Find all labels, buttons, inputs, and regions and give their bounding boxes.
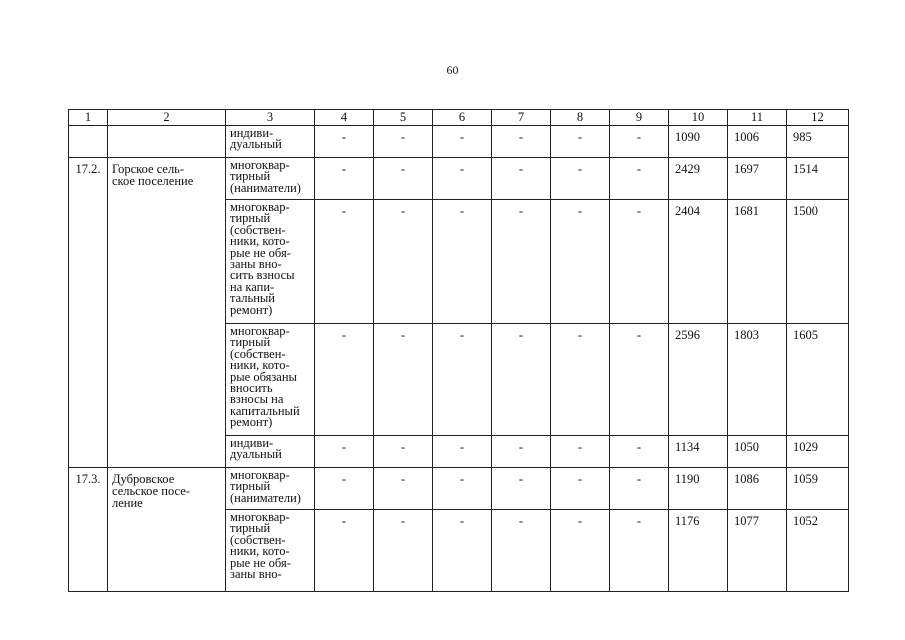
cell-text-line: многоквар- bbox=[230, 200, 290, 214]
dash-cell: - bbox=[610, 200, 669, 324]
dash-cell: - bbox=[433, 468, 492, 510]
table-row bbox=[69, 510, 849, 592]
dash-cell: - bbox=[315, 324, 374, 436]
header-cell: 6 bbox=[433, 110, 492, 126]
cell-text-line: (собствен- bbox=[230, 222, 286, 237]
value-cell-c12: 1605 bbox=[787, 324, 849, 436]
cell-text-line: тирный bbox=[230, 521, 271, 536]
header-cell: 2 bbox=[108, 110, 226, 126]
dash-cell: - bbox=[492, 126, 551, 158]
settlement-name-cell bbox=[108, 158, 226, 200]
cell-text-line: многоквар- bbox=[230, 324, 290, 338]
value-cell-c10: 1176 bbox=[669, 510, 728, 592]
dash-cell: - bbox=[433, 158, 492, 200]
cell-text-line: заны вно- bbox=[230, 257, 282, 272]
cell-text-line: (наниматели) bbox=[230, 180, 301, 195]
housing-type-cell bbox=[226, 158, 315, 200]
cell-text-line: индиви- bbox=[230, 126, 274, 140]
dash-cell: - bbox=[374, 158, 433, 200]
dash-cell: - bbox=[551, 324, 610, 436]
dash-cell: - bbox=[492, 158, 551, 200]
dash-cell: - bbox=[610, 510, 669, 592]
housing-type-cell bbox=[226, 468, 315, 510]
cell-text-line: рые не обя- bbox=[230, 555, 291, 570]
row-code-cell bbox=[69, 324, 108, 436]
settlement-name-cell bbox=[108, 324, 226, 436]
dash-cell: - bbox=[374, 436, 433, 468]
header-row bbox=[69, 110, 849, 126]
dash-cell: - bbox=[551, 200, 610, 324]
cell-text-line: капитальный bbox=[230, 403, 300, 418]
dash-cell: - bbox=[610, 436, 669, 468]
cell-text-line: рые обязаны bbox=[230, 369, 297, 384]
dash-cell: - bbox=[374, 510, 433, 592]
header-cell: 8 bbox=[551, 110, 610, 126]
dash-cell: - bbox=[374, 468, 433, 510]
cell-text-line: тальный bbox=[230, 291, 275, 306]
header-cell: 10 bbox=[669, 110, 728, 126]
dash-cell: - bbox=[610, 158, 669, 200]
value-cell-c11: 1050 bbox=[728, 436, 787, 468]
header-cell: 11 bbox=[728, 110, 787, 126]
dash-cell: - bbox=[315, 126, 374, 158]
cell-text-line: тирный bbox=[230, 169, 271, 184]
cell-text-line: (собствен- bbox=[230, 532, 286, 547]
value-cell-c10: 2404 bbox=[669, 200, 728, 324]
table-body bbox=[69, 110, 849, 592]
cell-text-line: многоквар- bbox=[230, 510, 290, 524]
cell-text-line: ское поселение bbox=[112, 174, 194, 188]
cell-text-line: ремонт) bbox=[230, 415, 273, 430]
settlement-name-cell bbox=[108, 126, 226, 158]
header-cell: 12 bbox=[787, 110, 849, 126]
dash-cell: - bbox=[492, 436, 551, 468]
housing-type-cell bbox=[226, 324, 315, 436]
cell-text-line: (собствен- bbox=[230, 346, 286, 361]
header-cell: 5 bbox=[374, 110, 433, 126]
header-cell: 9 bbox=[610, 110, 669, 126]
dash-cell: - bbox=[610, 324, 669, 436]
header-cell: 7 bbox=[492, 110, 551, 126]
dash-cell: - bbox=[551, 510, 610, 592]
cell-text-line: дуальный bbox=[230, 447, 282, 462]
value-cell-c10: 1190 bbox=[669, 468, 728, 510]
cell-text-line: Горское сель- bbox=[112, 162, 185, 176]
settlement-name-cell bbox=[108, 468, 226, 510]
value-cell-c11: 1006 bbox=[728, 126, 787, 158]
table-row bbox=[69, 436, 849, 468]
cell-text-line: многоквар- bbox=[230, 158, 290, 172]
value-cell-c12: 1052 bbox=[787, 510, 849, 592]
dash-cell: - bbox=[610, 468, 669, 510]
dash-cell: - bbox=[315, 158, 374, 200]
dash-cell: - bbox=[315, 200, 374, 324]
value-cell-c12: 985 bbox=[787, 126, 849, 158]
value-cell-c12: 1500 bbox=[787, 200, 849, 324]
row-code-cell bbox=[69, 126, 108, 158]
cell-text-line: ники, кото- bbox=[230, 358, 290, 373]
table-row bbox=[69, 200, 849, 324]
cell-text-line: дуальный bbox=[230, 137, 282, 152]
row-code-cell: 17.3. bbox=[69, 468, 108, 510]
cell-text-line: многоквар- bbox=[230, 468, 290, 482]
settlement-name-cell bbox=[108, 200, 226, 324]
value-cell-c10: 1134 bbox=[669, 436, 728, 468]
value-cell-c11: 1086 bbox=[728, 468, 787, 510]
dash-cell: - bbox=[610, 126, 669, 158]
value-cell-c12: 1029 bbox=[787, 436, 849, 468]
table-row bbox=[69, 126, 849, 158]
cell-text-line: тирный bbox=[230, 335, 271, 350]
row-code-cell: 17.2. bbox=[69, 158, 108, 200]
table-row bbox=[69, 324, 849, 436]
dash-cell: - bbox=[492, 200, 551, 324]
cell-text-line: Дубровское bbox=[112, 472, 175, 486]
dash-cell: - bbox=[315, 468, 374, 510]
cell-text-line: тирный bbox=[230, 479, 271, 494]
cell-text-line: (наниматели) bbox=[230, 490, 301, 505]
row-code-cell bbox=[69, 436, 108, 468]
value-cell-c10: 2596 bbox=[669, 324, 728, 436]
value-cell-c12: 1059 bbox=[787, 468, 849, 510]
housing-type-cell bbox=[226, 510, 315, 592]
page-number: 60 bbox=[446, 63, 459, 77]
dash-cell: - bbox=[551, 126, 610, 158]
housing-type-cell bbox=[226, 200, 315, 324]
cell-text-line: сить взносы bbox=[230, 268, 295, 283]
dash-cell: - bbox=[315, 510, 374, 592]
cell-text-line: тирный bbox=[230, 211, 271, 226]
row-code-cell bbox=[69, 200, 108, 324]
cell-text-line: на капи- bbox=[230, 279, 275, 294]
dash-cell: - bbox=[374, 126, 433, 158]
housing-type-cell bbox=[226, 126, 315, 158]
value-cell-c10: 2429 bbox=[669, 158, 728, 200]
dash-cell: - bbox=[433, 510, 492, 592]
dash-cell: - bbox=[492, 324, 551, 436]
settlement-name-cell bbox=[108, 510, 226, 592]
dash-cell: - bbox=[374, 200, 433, 324]
housing-type-cell bbox=[226, 436, 315, 468]
value-cell-c11: 1681 bbox=[728, 200, 787, 324]
cell-text-line: вносить bbox=[230, 381, 273, 396]
cell-text-line: заны вно- bbox=[230, 567, 282, 582]
cell-text-line: индиви- bbox=[230, 436, 274, 450]
cell-text-line: ремонт) bbox=[230, 302, 273, 317]
header-cell: 3 bbox=[226, 110, 315, 126]
table-row bbox=[69, 468, 849, 510]
header-cell: 4 bbox=[315, 110, 374, 126]
tariff-table bbox=[68, 109, 849, 592]
table-row bbox=[69, 158, 849, 200]
dash-cell: - bbox=[492, 510, 551, 592]
cell-text-line: ники, кото- bbox=[230, 544, 290, 559]
header-cell: 1 bbox=[69, 110, 108, 126]
cell-text-line: ление bbox=[112, 496, 143, 510]
cell-text-line: рые не обя- bbox=[230, 245, 291, 260]
settlement-name-cell bbox=[108, 436, 226, 468]
value-cell-c12: 1514 bbox=[787, 158, 849, 200]
row-code-cell bbox=[69, 510, 108, 592]
value-cell-c11: 1803 bbox=[728, 324, 787, 436]
dash-cell: - bbox=[315, 436, 374, 468]
dash-cell: - bbox=[374, 324, 433, 436]
dash-cell: - bbox=[433, 324, 492, 436]
dash-cell: - bbox=[433, 200, 492, 324]
value-cell-c10: 1090 bbox=[669, 126, 728, 158]
dash-cell: - bbox=[492, 468, 551, 510]
dash-cell: - bbox=[433, 126, 492, 158]
dash-cell: - bbox=[433, 436, 492, 468]
cell-text-line: взносы на bbox=[230, 392, 284, 407]
value-cell-c11: 1697 bbox=[728, 158, 787, 200]
value-cell-c11: 1077 bbox=[728, 510, 787, 592]
dash-cell: - bbox=[551, 468, 610, 510]
cell-text-line: ники, кото- bbox=[230, 234, 290, 249]
dash-cell: - bbox=[551, 158, 610, 200]
dash-cell: - bbox=[551, 436, 610, 468]
cell-text-line: сельское посе- bbox=[112, 484, 190, 498]
